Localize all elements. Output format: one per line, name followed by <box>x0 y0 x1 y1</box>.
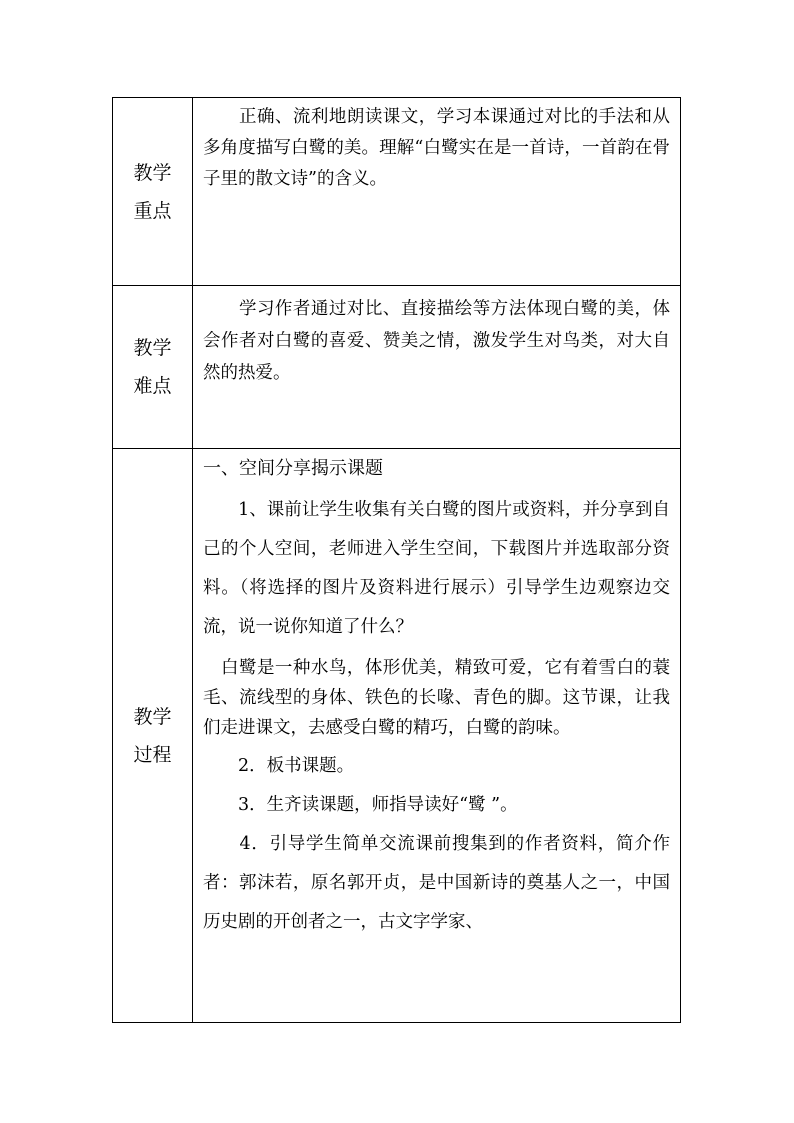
label-line: 难点 <box>133 375 172 397</box>
row-content-difficulties <box>193 286 680 448</box>
label-line: 教学 <box>133 337 172 359</box>
row-content-key-points <box>193 98 680 285</box>
row-label-key-points <box>113 98 193 285</box>
row-label-process <box>113 449 193 1022</box>
table-row-key-points <box>113 98 680 286</box>
process-item-2: 2．板书课题。 <box>203 756 355 776</box>
key-points-text: 正确、流利地朗读课文，学习本课通过对比的手法和从多角度描写白鹭的美。理解“白鹭实在是一首诗，一首韵在骨子里的散文诗”的含义。 <box>203 107 670 189</box>
table-row-difficulties <box>113 286 680 449</box>
process-item-1: 1、课前让学生收集有关白鹭的图片或资料，并分享到自己的个人空间，老师进入学生空间，下载图片并选取部分资料。（将选择的图片及资料进行展示）引导学生边观察边交流，说一说你知道了什么？ <box>203 500 670 637</box>
process-item-3: 3．生齐读课题，师指导读好“鹭 ”。 <box>203 795 518 815</box>
label-line: 教学 <box>133 161 172 184</box>
egret-description: 白鹭是一种水鸟，体形优美，精致可爱，它有着雪白的蓑毛、流线型的身体、铁色的长喙、青色的脚。这节课，让我们走进课文，去感受白鹭的精巧，白鹭的韵味。 <box>203 658 670 738</box>
label-line: 重点 <box>133 199 172 222</box>
table-row-process <box>113 449 680 1022</box>
row-label-difficulties <box>113 286 193 448</box>
section-heading: 一、空间分享揭示课题 <box>203 458 383 479</box>
label-line: 教学 <box>133 705 172 728</box>
process-item-4: 4．引导学生简单交流课前搜集到的作者资料，简介作者：郭沫若，原名郭开贞，是中国新诗的奠基人之一，中国历史剧的开创者之一，古文字学家、 <box>203 834 670 932</box>
row-content-process <box>193 449 680 1022</box>
difficulties-text: 学习作者通过对比、直接描绘等方法体现白鹭的美，体会作者对白鹭的喜爱、赞美之情，激发学生对鸟类，对大自然的热爱。 <box>203 299 670 383</box>
label-line: 过程 <box>133 743 172 766</box>
lesson-plan-table <box>112 97 681 1023</box>
